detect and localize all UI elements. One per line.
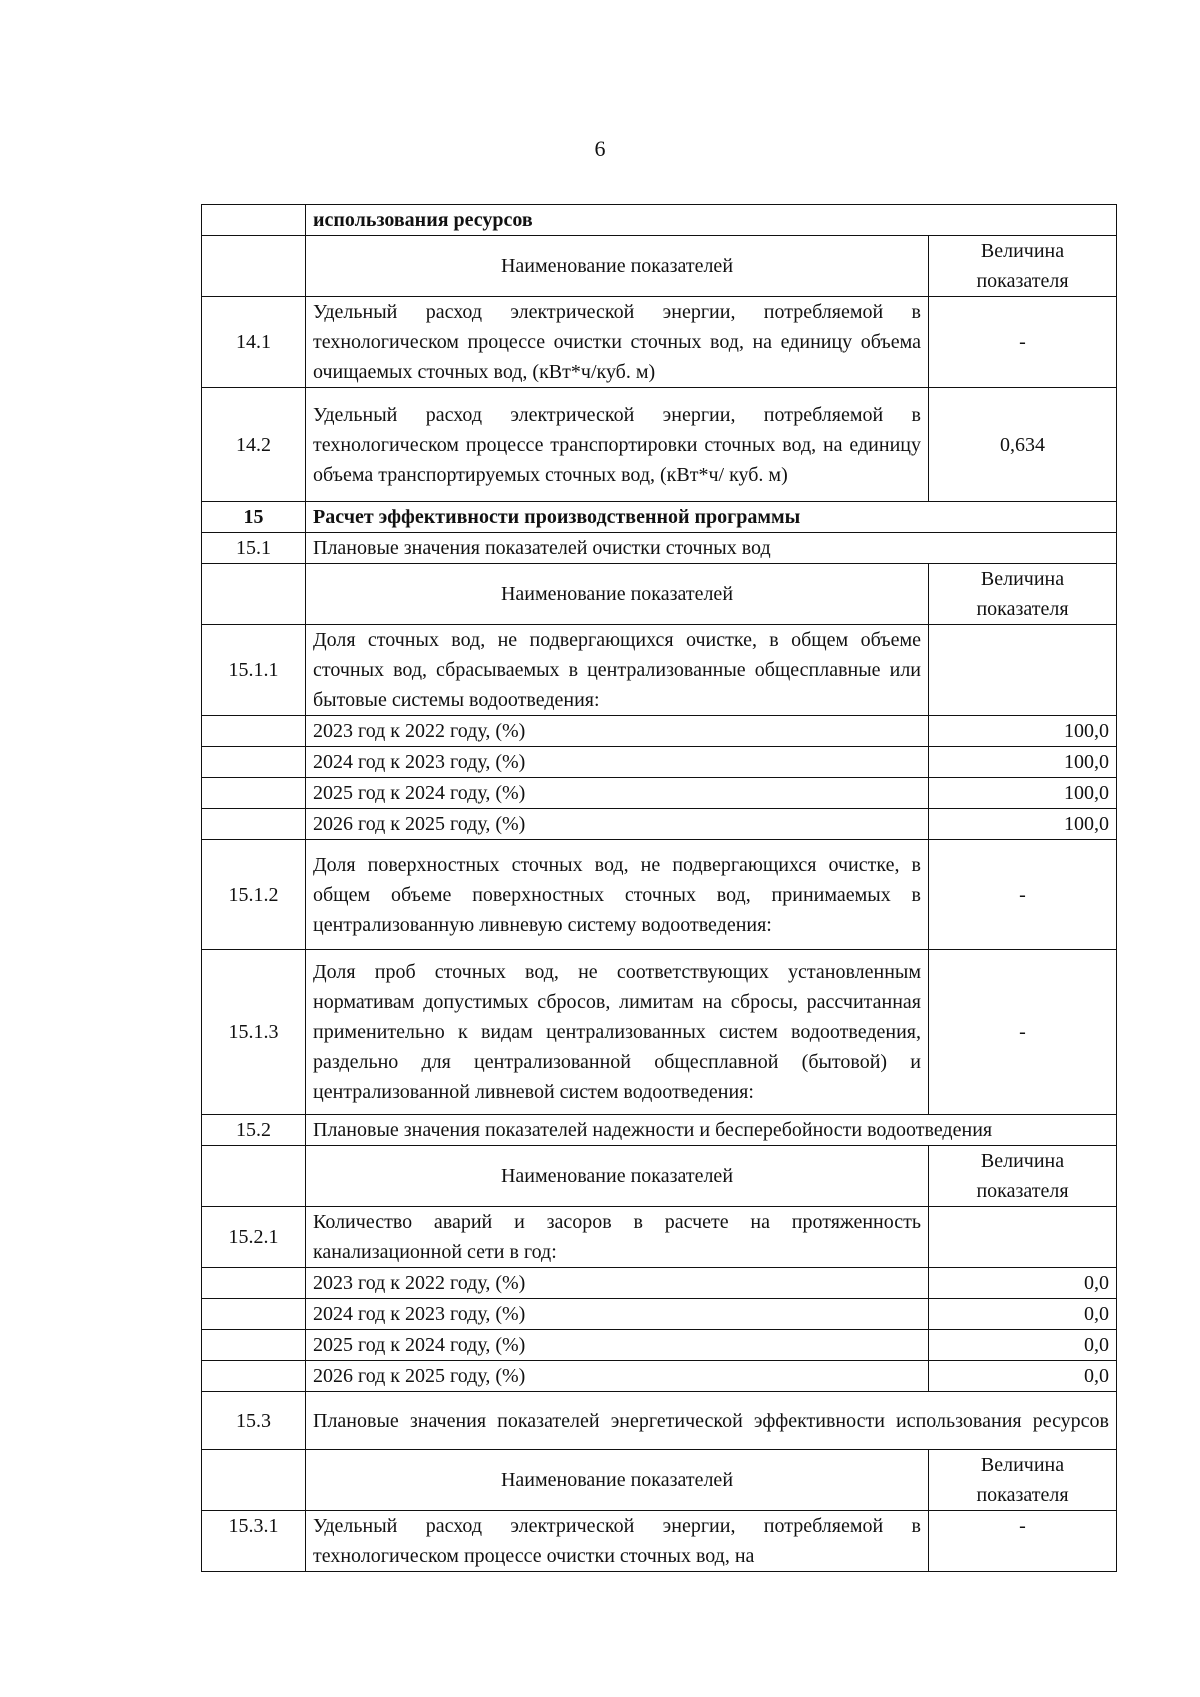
row-number: 15.3.1: [202, 1511, 306, 1572]
indicator-description: Удельный расход электрической энергии, потребляемой в технологическом процессе очистки сточных вод, на: [306, 1511, 929, 1572]
indicator-value: 100,0: [929, 716, 1117, 747]
section-title: Плановые значения показателей надежности и бесперебойности водоотведения: [306, 1115, 1117, 1146]
row-number: [202, 778, 306, 809]
row-number: [202, 1450, 306, 1511]
row-number: [202, 1268, 306, 1299]
section-title: Плановые значения показателей энергетической эффективности использования ресурсов: [306, 1392, 1117, 1450]
table-row: [202, 1330, 1117, 1361]
table-row: [202, 950, 1117, 1115]
column-header-name: Наименование показателей: [306, 236, 929, 297]
indicator-description: Доля проб сточных вод, не соответствующих установленным нормативам допустимых сбросов, лимитам на сбросы, рассчитанная применительно к видам централизованных систем водоотведения, раздельно для централизованной общесплавной (бытовой) и централизованной ливневой систем водоотведения:: [306, 950, 929, 1115]
column-header-value: Величина показателя: [929, 1450, 1117, 1511]
indicator-description: Удельный расход электрической энергии, потребляемой в технологическом процессе очистки сточных вод, на единицу объема очищаемых сточных вод, (кВт*ч/куб. м): [306, 297, 929, 388]
section-title: Расчет эффективности производственной программы: [306, 502, 1117, 533]
table-row: [202, 1146, 1117, 1207]
row-number: 15.2.1: [202, 1207, 306, 1268]
table-row: [202, 1361, 1117, 1392]
row-number: 14.2: [202, 388, 306, 502]
table-row: [202, 840, 1117, 950]
table-row: [202, 1268, 1117, 1299]
column-header-name: Наименование показателей: [306, 1450, 929, 1511]
column-header-name: Наименование показателей: [306, 1146, 929, 1207]
indicator-value: 0,0: [929, 1361, 1117, 1392]
indicator-value: 100,0: [929, 809, 1117, 840]
column-header-value: Величина показателя: [929, 1146, 1117, 1207]
period-label: 2025 год к 2024 году, (%): [306, 1330, 929, 1361]
section-title: использования ресурсов: [306, 205, 1117, 236]
row-number: [202, 1299, 306, 1330]
table-row: [202, 388, 1117, 502]
table-row: [202, 1511, 1117, 1572]
period-label: 2023 год к 2022 году, (%): [306, 1268, 929, 1299]
table-row: [202, 778, 1117, 809]
row-number: 15.3: [202, 1392, 306, 1450]
period-label: 2026 год к 2025 году, (%): [306, 809, 929, 840]
indicator-value: -: [929, 297, 1117, 388]
row-number: [202, 1330, 306, 1361]
row-number: 15.1.3: [202, 950, 306, 1115]
page-number: 6: [594, 136, 606, 161]
row-number: 15.1.2: [202, 840, 306, 950]
row-number: 15.2: [202, 1115, 306, 1146]
indicator-value: [929, 625, 1117, 716]
table-row: [202, 236, 1117, 297]
table-row: [202, 205, 1117, 236]
table-row: [202, 747, 1117, 778]
row-number: [202, 564, 306, 625]
row-number: [202, 809, 306, 840]
indicator-value: 100,0: [929, 778, 1117, 809]
period-label: 2025 год к 2024 году, (%): [306, 778, 929, 809]
indicators-table: [201, 204, 1117, 1572]
table-row: [202, 1299, 1117, 1330]
indicator-value: [929, 1207, 1117, 1268]
indicator-value: 0,0: [929, 1268, 1117, 1299]
table-row: [202, 502, 1117, 533]
table-row: [202, 716, 1117, 747]
row-number: 15: [202, 502, 306, 533]
indicator-description: Удельный расход электрической энергии, потребляемой в технологическом процессе транспортировки сточных вод, на единицу объема транспортируемых сточных вод, (кВт*ч/ куб. м): [306, 388, 929, 502]
row-number: [202, 747, 306, 778]
row-number: [202, 716, 306, 747]
indicator-value: 0,0: [929, 1299, 1117, 1330]
section-title: Плановые значения показателей очистки сточных вод: [306, 533, 1117, 564]
indicator-value: -: [929, 950, 1117, 1115]
indicator-value: -: [929, 840, 1117, 950]
table-row: [202, 297, 1117, 388]
indicator-value: 0,0: [929, 1330, 1117, 1361]
column-header-value: Величина показателя: [929, 564, 1117, 625]
row-number: [202, 1361, 306, 1392]
column-header-value: Величина показателя: [929, 236, 1117, 297]
table-row: [202, 1115, 1117, 1146]
table-row: [202, 1207, 1117, 1268]
column-header-name: Наименование показателей: [306, 564, 929, 625]
table-row: [202, 809, 1117, 840]
row-number: [202, 205, 306, 236]
period-label: 2024 год к 2023 году, (%): [306, 747, 929, 778]
indicator-value: -: [929, 1511, 1117, 1572]
row-number: [202, 1146, 306, 1207]
table-row: [202, 1450, 1117, 1511]
period-label: 2024 год к 2023 году, (%): [306, 1299, 929, 1330]
indicator-description: Доля сточных вод, не подвергающихся очистке, в общем объеме сточных вод, сбрасываемых в централизованные общесплавные или бытовые системы водоотведения:: [306, 625, 929, 716]
row-number: [202, 236, 306, 297]
indicator-description: Доля поверхностных сточных вод, не подвергающихся очистке, в общем объеме поверхностных сточных вод, принимаемых в централизованную ливневую систему водоотведения:: [306, 840, 929, 950]
indicator-description: Количество аварий и засоров в расчете на протяженность канализационной сети в год:: [306, 1207, 929, 1268]
period-label: 2026 год к 2025 году, (%): [306, 1361, 929, 1392]
table-row: [202, 625, 1117, 716]
indicator-value: 100,0: [929, 747, 1117, 778]
indicator-value: 0,634: [929, 388, 1117, 502]
table-row: [202, 533, 1117, 564]
table-row: [202, 564, 1117, 625]
table-row: [202, 1392, 1117, 1450]
row-number: 15.1: [202, 533, 306, 564]
row-number: 15.1.1: [202, 625, 306, 716]
row-number: 14.1: [202, 297, 306, 388]
period-label: 2023 год к 2022 году, (%): [306, 716, 929, 747]
